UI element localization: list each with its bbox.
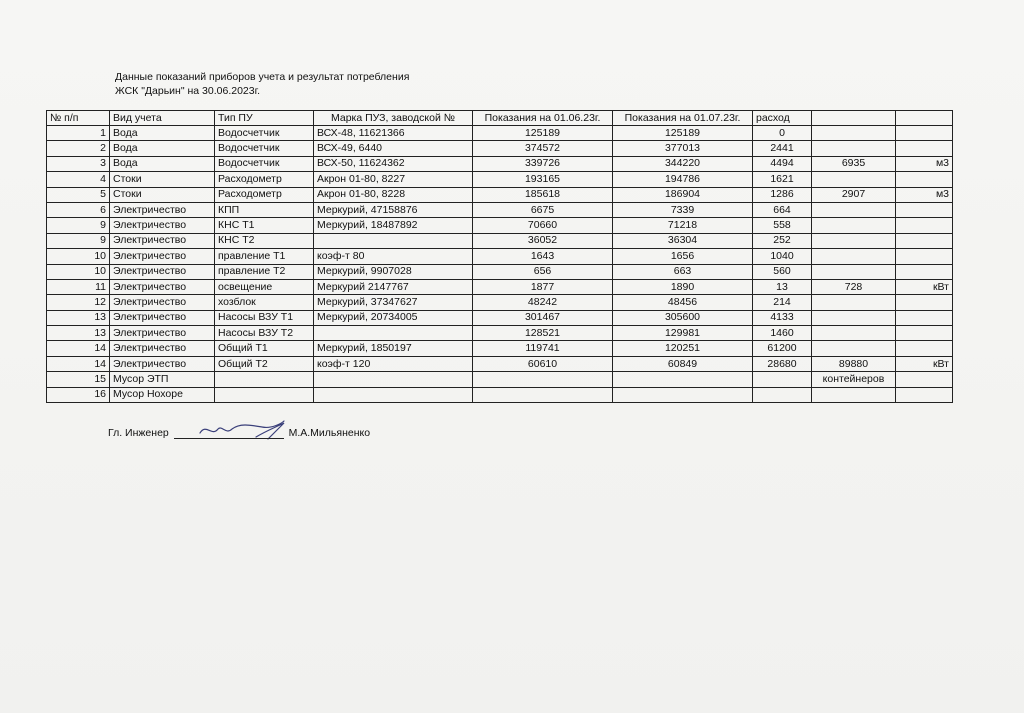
cell-reading-end: 48456 [613,295,753,310]
cell-consumption: 1460 [753,326,812,341]
cell-type: Насосы ВЗУ Т2 [215,326,314,341]
cell-brand: Меркурий, 18487892 [314,218,473,233]
cell-brand [314,372,473,387]
cell-brand: ВСХ-50, 11624362 [314,156,473,171]
cell-reading-end: 125189 [613,126,753,141]
cell-num: 11 [47,279,110,294]
cell-unit [896,249,953,264]
table-row [47,202,953,217]
cell-reading-start: 36052 [473,233,613,248]
cell-consumption: 13 [753,279,812,294]
cell-type [215,387,314,402]
cell-consumption: 61200 [753,341,812,356]
cell-brand: Меркурий 2147767 [314,279,473,294]
cell-type: правление Т2 [215,264,314,279]
cell-reading-start: 60610 [473,356,613,371]
cell-num: 1 [47,126,110,141]
table-row [47,141,953,156]
cell-kind: Электричество [110,264,215,279]
cell-total [812,295,896,310]
cell-unit [896,387,953,402]
cell-type: КПП [215,202,314,217]
cell-reading-start: 1877 [473,279,613,294]
cell-kind: Вода [110,126,215,141]
header-v1: Показания на 01.06.23г. [473,111,613,126]
signature-block [108,427,370,439]
cell-kind: Мусор Нохоре [110,387,215,402]
cell-brand: Акрон 01-80, 8228 [314,187,473,202]
cell-kind: Мусор ЭТП [110,372,215,387]
cell-brand: ВСХ-49, 6440 [314,141,473,156]
cell-type: правление Т1 [215,249,314,264]
cell-kind: Электричество [110,295,215,310]
cell-num: 5 [47,187,110,202]
meter-readings-table [46,110,953,403]
cell-reading-end: 663 [613,264,753,279]
cell-num: 2 [47,141,110,156]
cell-consumption [753,387,812,402]
cell-kind: Электричество [110,233,215,248]
cell-num: 3 [47,156,110,171]
cell-reading-end: 194786 [613,172,753,187]
table-row [47,187,953,202]
cell-brand [314,233,473,248]
cell-consumption: 1286 [753,187,812,202]
cell-brand: Меркурий, 47158876 [314,202,473,217]
cell-unit: кВт [896,356,953,371]
table-header-row [47,111,953,126]
header-unit [896,111,953,126]
cell-reading-start [473,372,613,387]
table-row [47,310,953,325]
cell-consumption: 664 [753,202,812,217]
cell-kind: Электричество [110,356,215,371]
header-use: расход [753,111,812,126]
cell-type: Водосчетчик [215,126,314,141]
cell-reading-start: 339726 [473,156,613,171]
cell-unit: м3 [896,187,953,202]
cell-unit [896,126,953,141]
cell-type: освещение [215,279,314,294]
cell-num: 14 [47,341,110,356]
table-body [47,111,953,403]
cell-total: контейнеров [812,372,896,387]
table-row [47,295,953,310]
cell-total [812,172,896,187]
cell-unit [896,295,953,310]
cell-reading-end: 377013 [613,141,753,156]
cell-kind: Электричество [110,202,215,217]
cell-kind: Электричество [110,249,215,264]
cell-reading-start: 301467 [473,310,613,325]
cell-reading-end: 1656 [613,249,753,264]
cell-consumption: 2441 [753,141,812,156]
cell-unit: м3 [896,156,953,171]
table-row [47,172,953,187]
table-row [47,126,953,141]
signature-line [174,427,284,439]
cell-num: 13 [47,310,110,325]
cell-reading-end: 344220 [613,156,753,171]
table-row [47,326,953,341]
cell-reading-start: 185618 [473,187,613,202]
table-row [47,279,953,294]
cell-num: 6 [47,202,110,217]
cell-reading-start: 70660 [473,218,613,233]
cell-reading-end: 60849 [613,356,753,371]
cell-total [812,341,896,356]
cell-kind: Стоки [110,187,215,202]
cell-unit [896,233,953,248]
cell-type: Водосчетчик [215,156,314,171]
header-v2: Показания на 01.07.23г. [613,111,753,126]
cell-reading-end: 1890 [613,279,753,294]
table-row [47,264,953,279]
cell-reading-start: 125189 [473,126,613,141]
table-row [47,249,953,264]
cell-unit [896,141,953,156]
cell-reading-start: 193165 [473,172,613,187]
cell-type: хозблок [215,295,314,310]
cell-type: КНС Т2 [215,233,314,248]
cell-total [812,126,896,141]
cell-num: 10 [47,264,110,279]
cell-reading-end [613,372,753,387]
cell-consumption: 0 [753,126,812,141]
cell-unit [896,264,953,279]
cell-brand: коэф-т 80 [314,249,473,264]
cell-reading-end: 129981 [613,326,753,341]
table-row [47,218,953,233]
cell-brand: Меркурий, 9907028 [314,264,473,279]
cell-type: Расходометр [215,187,314,202]
cell-consumption: 560 [753,264,812,279]
cell-kind: Электричество [110,310,215,325]
cell-reading-end: 186904 [613,187,753,202]
cell-type [215,372,314,387]
cell-consumption [753,372,812,387]
cell-unit [896,172,953,187]
cell-type: Насосы ВЗУ Т1 [215,310,314,325]
cell-reading-start: 6675 [473,202,613,217]
table-row [47,341,953,356]
cell-kind: Электричество [110,341,215,356]
cell-num: 9 [47,218,110,233]
cell-reading-start: 119741 [473,341,613,356]
cell-reading-end: 71218 [613,218,753,233]
cell-total: 6935 [812,156,896,171]
cell-brand [314,326,473,341]
cell-num: 9 [47,233,110,248]
cell-consumption: 28680 [753,356,812,371]
signer-name: М.А.Мильяненко [288,427,371,439]
cell-consumption: 1621 [753,172,812,187]
cell-unit [896,310,953,325]
cell-num: 12 [47,295,110,310]
cell-type: КНС Т1 [215,218,314,233]
cell-consumption: 214 [753,295,812,310]
cell-total [812,218,896,233]
cell-unit [896,326,953,341]
cell-kind: Стоки [110,172,215,187]
header-type: Тип ПУ [215,111,314,126]
cell-num: 13 [47,326,110,341]
cell-type: Расходометр [215,172,314,187]
cell-reading-start: 48242 [473,295,613,310]
header-num: № п/п [47,111,110,126]
cell-total [812,264,896,279]
cell-unit [896,202,953,217]
cell-brand: Меркурий, 37347627 [314,295,473,310]
document-title [115,70,409,98]
cell-reading-end: 305600 [613,310,753,325]
cell-reading-start: 1643 [473,249,613,264]
title-line-2: ЖСК "Дарьин" на 30.06.2023г. [115,85,261,97]
cell-num: 15 [47,372,110,387]
cell-brand: Меркурий, 20734005 [314,310,473,325]
cell-reading-start: 656 [473,264,613,279]
cell-reading-start [473,387,613,402]
cell-reading-start: 128521 [473,326,613,341]
cell-kind: Электричество [110,279,215,294]
cell-type: Общий Т1 [215,341,314,356]
header-kind: Вид учета [110,111,215,126]
cell-type: Общий Т2 [215,356,314,371]
cell-total: 89880 [812,356,896,371]
cell-total [812,141,896,156]
cell-total [812,387,896,402]
cell-num: 16 [47,387,110,402]
signer-position: Гл. Инженер [108,427,169,439]
cell-consumption: 1040 [753,249,812,264]
table-row [47,356,953,371]
cell-total [812,310,896,325]
table-row [47,372,953,387]
table-row [47,233,953,248]
cell-total [812,202,896,217]
cell-kind: Вода [110,141,215,156]
cell-brand: коэф-т 120 [314,356,473,371]
header-total [812,111,896,126]
table-row [47,387,953,402]
cell-num: 10 [47,249,110,264]
cell-reading-start: 374572 [473,141,613,156]
cell-reading-end: 36304 [613,233,753,248]
cell-reading-end [613,387,753,402]
cell-num: 4 [47,172,110,187]
cell-brand: Меркурий, 1850197 [314,341,473,356]
cell-reading-end: 7339 [613,202,753,217]
cell-unit: кВт [896,279,953,294]
cell-kind: Электричество [110,218,215,233]
cell-total [812,233,896,248]
cell-unit [896,341,953,356]
cell-total [812,249,896,264]
cell-consumption: 4494 [753,156,812,171]
cell-kind: Вода [110,156,215,171]
cell-num: 14 [47,356,110,371]
cell-total [812,326,896,341]
cell-consumption: 252 [753,233,812,248]
cell-unit [896,218,953,233]
table-row [47,156,953,171]
header-brand: Марка ПУЗ, заводской № [314,111,473,126]
cell-brand: Акрон 01-80, 8227 [314,172,473,187]
cell-total: 2907 [812,187,896,202]
title-line-1: Данные показаний приборов учета и результат потребления [115,71,410,83]
cell-brand: ВСХ-48, 11621366 [314,126,473,141]
cell-reading-end: 120251 [613,341,753,356]
cell-consumption: 4133 [753,310,812,325]
cell-brand [314,387,473,402]
cell-kind: Электричество [110,326,215,341]
cell-type: Водосчетчик [215,141,314,156]
cell-total: 728 [812,279,896,294]
cell-unit [896,372,953,387]
cell-consumption: 558 [753,218,812,233]
